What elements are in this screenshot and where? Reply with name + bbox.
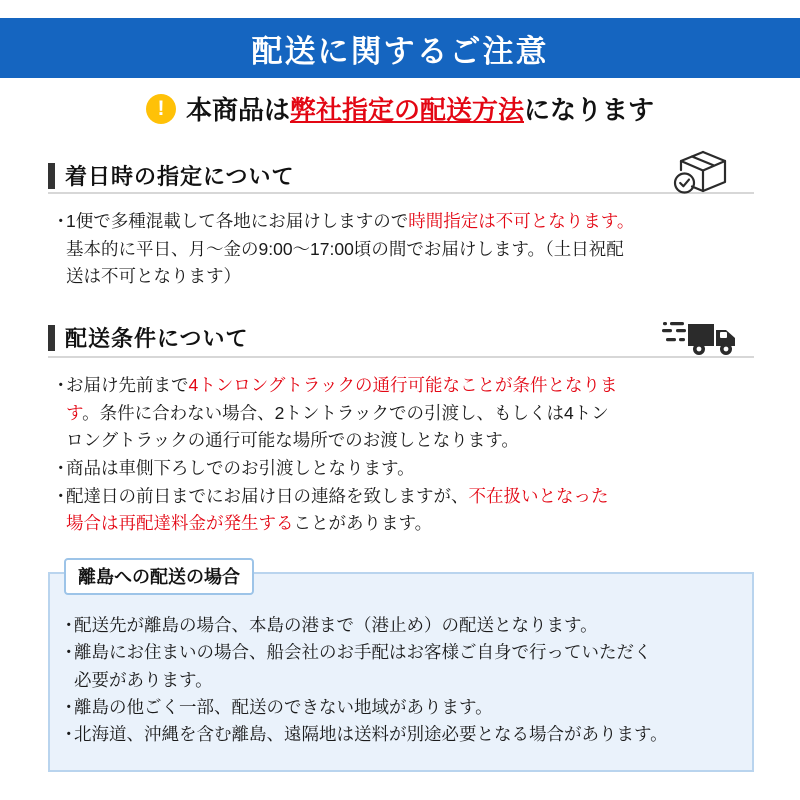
list-item-text: 離島の他ごく一部、配送のできない地域があります。 (74, 696, 493, 717)
list-item-text: 北海道、沖縄を含む離島、遠隔地は送料が別途必要となる場合があります。 (74, 724, 668, 745)
list-item-text: 離島にお住まいの場合、船会社のお手配はお客様ご自身で行っていただく (74, 642, 652, 663)
bullet-mark: ・ (60, 724, 78, 745)
bullet-mark (52, 510, 66, 538)
list-item-text: 必要があります。 (74, 669, 213, 690)
exclamation-circle-icon: ! (146, 94, 176, 124)
bullet-mark (52, 236, 66, 264)
list-item-text: 基本的に平日、月〜金の9:00〜17:00頃の間でお届けします。（土日祝配 (66, 238, 624, 259)
list-item-text (66, 400, 758, 428)
text-run-red: 再配達料金が発生する (118, 513, 294, 534)
section-accent-bar (48, 163, 55, 189)
section-body-delivery-conditions (52, 372, 758, 538)
text-run: 1便で多種混載して各地にお届けしますので (66, 211, 409, 231)
bullet-mark: ・ (52, 211, 70, 231)
header-band (0, 18, 800, 78)
list-item-text: 配送先が離島の場合、本島の港まで（港止め）の配送となります。 (74, 615, 598, 635)
list-item-text (66, 510, 758, 538)
sub-headline-suffix: になります (524, 95, 655, 125)
list-item (60, 694, 750, 721)
bullet-mark: ・ (52, 485, 70, 506)
section-heading-delivery-conditions (48, 322, 249, 353)
package-check-icon (672, 146, 734, 205)
sub-headline-text (186, 90, 654, 127)
list-item (52, 400, 758, 428)
text-run: ことがあります。 (293, 513, 433, 534)
bullet-mark: ・ (52, 375, 70, 395)
text-run-red: 不可 (495, 211, 531, 231)
page-title: 配送に関するご注意 (251, 33, 549, 69)
delivery-truck-icon (662, 316, 738, 367)
section-divider (48, 192, 754, 194)
text-run-red: 不在扱いとなった (468, 485, 609, 506)
bullet-mark: ・ (60, 615, 78, 635)
list-item-text (66, 372, 758, 400)
list-item (60, 612, 750, 639)
sub-headline-emphasis: 弊社指定の配送方法 (289, 95, 524, 125)
bullet-mark (52, 400, 66, 428)
bullet-mark (60, 667, 74, 694)
list-item (52, 427, 758, 455)
text-run-red: 場合は (66, 513, 119, 534)
section-title: 着日時の指定について (65, 164, 295, 189)
list-item (60, 667, 750, 694)
list-item (60, 721, 750, 748)
bullet-mark (52, 263, 66, 291)
list-item (52, 483, 758, 511)
bullet-mark (52, 427, 66, 455)
text-run-red: 4トンロングトラックの通行可能なことが条件となりま (188, 375, 618, 395)
list-item (60, 639, 750, 666)
section-heading-delivery-date (48, 160, 295, 191)
list-item-text: ロングトラックの通行可能な場所でのお渡しとなります。 (66, 430, 519, 451)
text-run-red: す (66, 402, 83, 423)
text-run-red: となります。 (530, 211, 635, 231)
bullet-mark: ・ (52, 457, 70, 478)
list-item (52, 263, 758, 291)
list-item (52, 510, 758, 538)
list-item (52, 236, 758, 264)
remote-island-tag: 離島への配送の場合 (64, 558, 254, 595)
list-item (52, 372, 758, 400)
list-item (52, 455, 758, 483)
list-item-text (66, 208, 758, 236)
sub-headline-prefix: 本商品は (185, 95, 290, 125)
sub-headline (0, 90, 800, 127)
section-accent-bar (48, 325, 55, 351)
section-body-delivery-date (52, 208, 758, 291)
list-item-text (66, 483, 758, 511)
list-item-text: 送は不可となります） (66, 266, 241, 287)
section-divider (48, 356, 754, 358)
text-run-red: 時間指定は (408, 211, 496, 231)
text-run: 。条件に合わない場合、2トントラックでの引渡し、もしくは4トン (82, 402, 609, 423)
list-item (52, 208, 758, 236)
bullet-mark: ・ (60, 696, 78, 717)
list-item-text: 商品は車側下ろしでのお引渡しとなります。 (66, 457, 415, 478)
remote-island-body (60, 612, 750, 748)
section-title: 配送条件について (65, 326, 249, 351)
text-run: 配達日の前日までにお届け日の連絡を致しますが、 (66, 485, 469, 506)
bullet-mark: ・ (60, 642, 78, 663)
remote-island-panel (48, 567, 754, 772)
text-run: お届け先前まで (66, 375, 189, 395)
